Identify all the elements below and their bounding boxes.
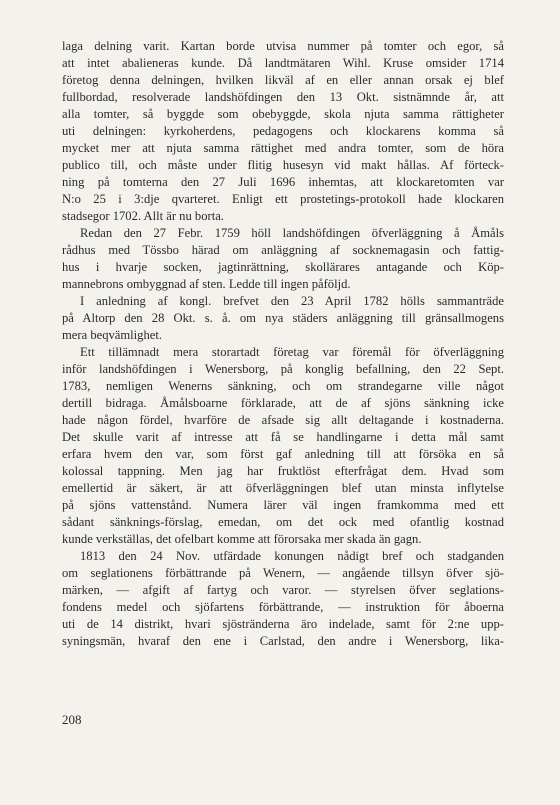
text-line: uti delningen: kyrkoherdens, pedagogens och klockarens komma så: [62, 124, 504, 138]
text-line: på Altorp den 28 Okt. s. å. om nya städers anläggning till gränsallmogens: [62, 311, 504, 325]
text-line: mycket mer att njuta samma rättighet med andra tomter, som de höra: [62, 141, 504, 155]
text-line: företog denna delningen, hvilken likväl af en eller annan orsak ej blef: [62, 73, 504, 87]
text-line: Det skulle varit af intresse att få se handlingarne i detta mål samt: [62, 430, 504, 444]
text-line: dertill bidraga. Åmålsboarne förklarade, att de af sjöns sänkning icke: [62, 396, 504, 410]
text-line: I anledning af kongl. brefvet den 23 April 1782 hölls sammanträde: [80, 294, 504, 308]
text-line: 1813 den 24 Nov. utfärdade konungen nådigt bref och stadganden: [80, 549, 504, 563]
text-line: fullbordad, resolverade landshöfdingen den 13 Okt. sistnämnde år, att: [62, 90, 504, 104]
page-number: 208: [62, 712, 82, 727]
text-line: publico till, och måste under flitig husesyn vid makt hållas. Af förteck-: [62, 158, 504, 172]
text-line: Redan den 27 Febr. 1759 höll landshöfdingen öfverläggning å Åmåls: [80, 226, 504, 240]
text-line: att intet abalieneras kunde. Då landtmätaren Wihl. Kruse omsider 1714: [62, 56, 504, 70]
text-line: alla tomter, så byggde som obebyggde, skola njuta samma rättigheter: [62, 107, 504, 121]
text-line: syningsmän, hvaraf den ene i Carlstad, den andre i Wenersborg, lika-: [62, 634, 504, 648]
text-line: N:o 25 i 3:dje qvarteret. Enligt ett prostetings-protokoll hade klockaren: [62, 192, 504, 206]
text-line: inför landshöfdingen i Wenersborg, på konglig befallning, den 22 Sept.: [62, 362, 504, 376]
text-line: emellertid är säkert, är att öfverläggningen blef utan minsta inflytelse: [62, 481, 504, 495]
text-line: kunde verkställas, det ofelbart komme att förorsaka mer skada än gagn.: [62, 532, 422, 546]
body-text: [62, 38, 504, 650]
text-line: rådhus med Tössbo härad om anläggning af socknemagasin och fattig-: [62, 243, 504, 257]
text-line: om seglationens förbättrande på Wenern, — angående tillsyn öfver sjö-: [62, 566, 504, 580]
text-line: Ett tillämnadt mera storartadt företag var föremål för öfverläggning: [80, 345, 504, 359]
text-line: 1783, nemligen Wenerns sänkning, och om strandegarne ville något: [62, 379, 504, 393]
text-line: hus i hvarje socken, jagtinrättning, skollärares antagande och Köp-: [62, 260, 504, 274]
text-line: mannebrons ombyggnad af sten. Ledde till ingen påföljd.: [62, 277, 351, 291]
text-line: märken, — afgift af fartyg och varor. — styrelsen öfver seglations-: [62, 583, 504, 597]
text-line: på sjöns vattenstånd. Numera lärer väl ingen framkomma med ett: [62, 498, 504, 512]
text-line: stadsegor 1702. Allt är nu borta.: [62, 209, 224, 223]
text-line: uti de 14 distrikt, hvari sjöstränderna äro indelade, samt för 2:ne upp-: [62, 617, 504, 631]
text-line: sådant sänknings-förslag, emedan, om det ock med ofantlig kostnad: [62, 515, 504, 529]
text-line: fondens medel och sjöfartens förbättrande, — instruktion för åboerna: [62, 600, 504, 614]
text-line: hade någon fördel, hvarföre de afsade sig allt deltagande i kostnaderna.: [62, 413, 504, 427]
text-line: ning på tomterna den 27 Juli 1696 inhemtas, att klockaretomten var: [62, 175, 504, 189]
text-line: mera beqvämlighet.: [62, 328, 163, 342]
text-line: laga delning varit. Kartan borde utvisa nummer på tomter och egor, så: [62, 39, 504, 53]
text-line: erfara hvem den var, som först gaf anledning till att försöka en så: [62, 447, 504, 461]
text-line: kolossal tappning. Men jag har fruktlöst efterfrågat dem. Hvad som: [62, 464, 504, 478]
